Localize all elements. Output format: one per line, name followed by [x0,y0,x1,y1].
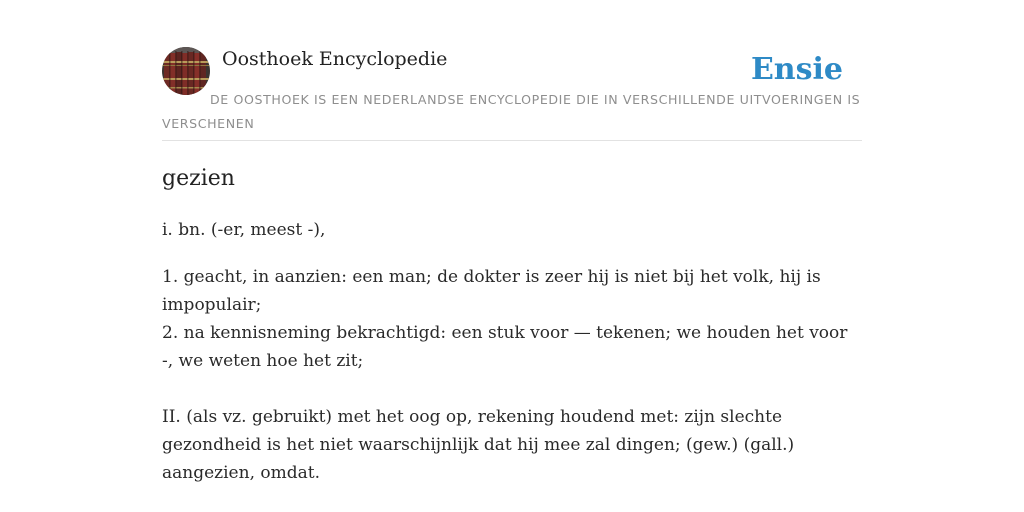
entry-body [162,216,862,487]
brand-logo[interactable]: Ensie [750,52,843,87]
entry-sense-2: 2. na kennisneming bekrachtigd: een stuk voor — tekenen; we houden het voor -, we weten hoe het zit; [162,323,848,371]
site-header [162,46,862,141]
entry-title: gezien [162,166,235,191]
entry-sense-3: II. (als vz. gebruikt) met het oog op, rekening houdend met: zijn slechte gezondheid is het niet waarschijnlijk dat hij mee zal dingen; (gew.) (gall.) aangezien, omdat. [162,407,795,483]
paragraph-spacer [162,375,862,403]
entry-sense-1: 1. geacht, in aanzien: een man; de dokter is zeer hij is niet bij het volk, hij is impopulair; [162,267,821,315]
site-tagline: DE OOSTHOEK IS EEN NEDERLANDSE ENCYCLOPEDIE DIE IN VERSCHILLENDE UITVOERINGEN IS VERSCHENEN [162,92,861,131]
entry-part-of-speech: i. bn. (-er, meest -), [162,220,326,240]
site-title[interactable]: Oosthoek Encyclopedie [222,48,448,70]
